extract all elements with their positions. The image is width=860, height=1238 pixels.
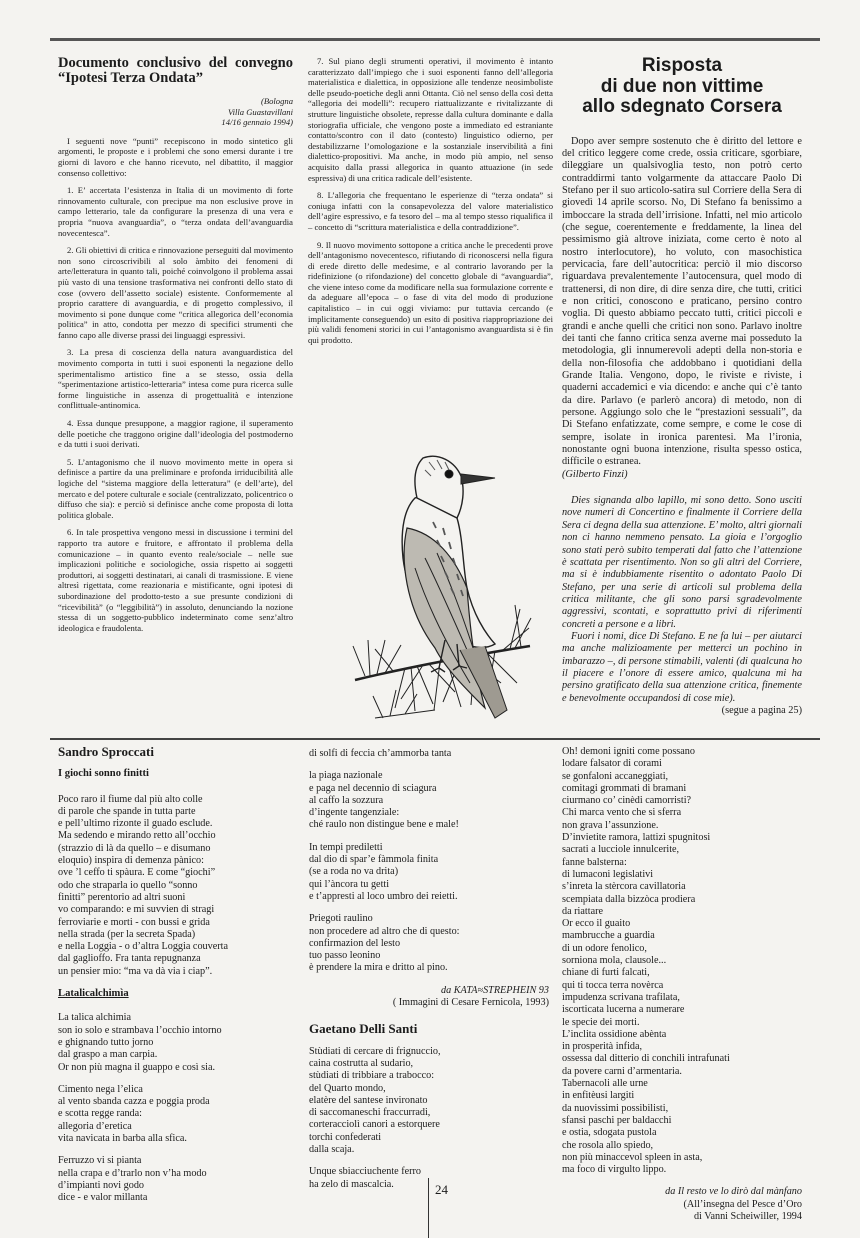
point-5: 5. L’antagonismo che il nuovo movimento mette in opera si definisce a partire da una preliminare e profonda irriducibilità alle logiche del “sistema maggiore della letteratura” (e dell’arte), del mercato e del potere culturale e sociale (centralizzato, policentrico o diffuso che sia): e perciò si definisce anche come proposta di lotta politica globale.: [58, 456, 293, 520]
poem-stanza: Oh! demoni igniti come possano lodare falsator di corami se gonfaloni accaneggiati, comitagi grommati di bramani ciurmano co’ cinèdi camorristi? Chi marca vento che si sferra non grava l’assunzione. D’invietite ramora, lattizi spugnitosi sacrati a lucciole innulcerite, fanne balsterna: di lumaconi legislativi s’inreta la stèrcora cavillatoria scempiata dalla bizzòca prodiera da riattare Or ecco il guaito mambrucche a guardia di un odore fenolico, sorniona mola, clausole... chiane di furti falcati, qui ti tocca terra novèrca impudenza scrivana trafilata, iscorticata lucerna a numerare le specie dei morti. L’inclita ossidione abènta in prosperità infida, ossessa dal ditterio di conchili intrafunati da povere carni d’armentaria. Tabernacoli alle urne in enfitèusi largiti da nuovissimi possibilisti, sfansi paschi per baldacchi e ostia, sdogata pustola che rosola allo spiedo, non più minaccevol spleen in asta, ma foco di virgulto lippo.: [562, 746, 730, 1176]
finzi-signature: (Gilberto Finzi): [562, 468, 628, 480]
conclusive-document-column: [58, 56, 293, 640]
poem-stanza: Priegoti raulino non procedere ad altro che di questo: confirmazion del lesto tuo passo leonino è prendere la mira e dritto al pino.: [309, 913, 460, 974]
poet-name: Sandro Sproccati: [58, 744, 154, 759]
point-9: 9. Il nuovo movimento sottopone a critica anche le precedenti prove dell’antagonismo novecentesco, rifiutando di riconoscersi nella figura di erede diretto delle medesime, e al contrario lavorando per la ridefinizione (o rifondazione) del concetto globale di “avanguardia”, che viene inteso come da modificare nella sua formulazione corrente e da adeguare all’epoca – o fase di vita del modo di produzione capitalistico – in cui oggi viviamo: pur tuttavia cercando (e implicitamente conseguendo) un esito di positiva riappropriazione dei più validi fenomeni storici in cui l’antagonismo avanguardista si è fin qui prodotto.: [308, 239, 553, 345]
poem-title: Latalicalchimìa: [58, 988, 129, 1000]
reply-article-title: Risposta di due non vittime allo sdegnato Corsera: [582, 55, 782, 117]
point-8: 8. L’allegoria che frequentano le esperienze di “terza ondata” si coniuga infatti con la consapevolezza del valore materialistico dell’agire espressivo, e fa tesoro del – ma al tempo stesso riqualifica il – concetto di “scrittura materialistica e della contraddizione”.: [308, 190, 553, 232]
point-7: 7. Sul piano degli strumenti operativi, il movimento è intanto caratterizzato dall’impiego che i suoi esponenti fanno dell’allegoria materialistica e dialettica, in opposizione alle tendenze neosimboliste delle pseudo-poetiche degli anni Ottanta. Ciò nel senso della così detta “allegoria dei modelli”: recupero riattualizzante e rivitalizzante di strutture linguistiche obsolete, represse dalla cultura dominante e dalla storiografia ufficiale, che vengono poste a immediato ed estraniante contatto/scontro con il dato (contesto) linguistico odierno, per destabilizzarne l’omologazione e la sostanziale inservibilità a fini dialettico-propositivi. Ma anche, in modo più ampio, nel senso acquisito dalla prassi allegorica in quanto attuazione (in sede espressiva) di una critica radicale dell’esistente.: [308, 56, 553, 183]
point-1: 1. E’ accertata l’esistenza in Italia di un movimento di forte rinnovamento culturale, con precipue ma non esclusive prove in campo letterario, tale da configurare la presenza di una vera e propria “nuova avanguardia”, o “terza ondata dell’avanguardia novecentesca”.: [58, 185, 293, 238]
sproccati-poems: [58, 746, 293, 1215]
dateline: (Bologna Villa Guastavillani 14/16 gennaio 1994): [221, 96, 293, 128]
point-6: 6. In tale prospettiva vengono messi in discussione i termini del rapporto tra autore e fruitore, e affrontato il problema della comunicazione – in quanto evento reale/sociale – nelle sue implicazioni politiche e sociologiche, ossia rispetto ai soggetti produttori, ai soggetti destinatari, ai canali di trasmissione. E viene altresì rigettata, come reazionaria e mistificante, ogni ipotesi di subordinazione del prodotto-testo a sue presunte condizioni di “ricevibilità” (o “leggibilità”) in assoluto, denunciando la nozione stessa di un soggetto-pubblico indeterminato come senz’altro ideologica e fraudolenta.: [58, 527, 293, 633]
poems-right-column: [562, 746, 802, 1223]
point-4: 4. Essa dunque presuppone, a maggior ragione, il superamento delle poetiche che traggono origine dall’ideologia del postmoderno e da tutti i suoi derivati.: [58, 418, 293, 450]
continued-note: (segue a pagina 25): [721, 704, 802, 716]
point-2: 2. Gli obiettivi di critica e rinnovazione perseguiti dal movimento non sono circoscrivibili al solo àmbito dei fenomeni di arte/letteratura in quanto tali, poiché coinvolgono il problema assai più vasto di una tensione trasformativa nei confronti dello stato di cose (ovvero dell’assetto sociale) esistente. Conformemente al proprio carattere di avanguardia, e di progetto complessivo, il movimento si pone dunque come “critica allegorica dell’economia politica” in atto, condotta per mezzo di specifici strumenti che fanno capo alle diverse prassi dei linguaggi espressivi.: [58, 245, 293, 340]
document-title: Documento conclusivo del convegno “Ipotesi Terza Ondata”: [58, 55, 293, 86]
poem-stanza: di solfi di feccia ch’ammorba tanta: [309, 748, 452, 759]
top-rule: [50, 38, 820, 41]
poem-stanza: La talica alchimia son io solo e strambava l’occhio intorno e ghignando tutto jorno dal graspo a man carpia. Or non più magna il guappo e così sia.: [58, 1012, 222, 1073]
reply-article-column: [562, 56, 802, 717]
poem-credit: da KATA≈STREPHEIN 93 ( Immagini di Cesare Fernicola, 1993): [392, 984, 549, 1009]
points-continued-column: [308, 56, 553, 352]
poem-stanza: Stùdiati di cercare di frignuccio, caina costrutta al sudario, stùdiati di tribbiare a trabocco: del Quarto mondo, elatère del santese invironato di saccomaneschi fraccurradi, corteracciolì canori a estorquere torchi confederati dalla scaja.: [309, 1045, 441, 1156]
poems-middle-column: [309, 748, 549, 1201]
reply-paragraph-1: Dies signanda albo lapillo, mi sono detto. Sono usciti nove numeri di Concertino e finalmente il Corriere della Sera ci degna della sua attenzione. E’ molto, altri giornali non ci hanno nemmeno pensato. La gioia e l’orgoglio sono stati però subito temperati dal fatto che l’attenzione è scattata per risentimento. Non so gli altri del Corriere, ma si è indubbiamente risentito o adontato Paolo Di Stefano, per una serie di articoli sul problema della critica militante, che gli sono parsi sgradevolmente aggressivi, scontati, e soprattutto privi di riferimenti concreti a persone e a libri.: [562, 495, 802, 630]
poem-stanza: Unque sbiacciuchente ferro ha zelo di mascalcia.: [309, 1166, 422, 1190]
point-3: 3. La presa di coscienza della natura avanguardistica del movimento comporta in tutti i suoi esponenti la negazione dello sperimentalismo artistico fine a se stesso, ossia della “sperimentazione artistico-letteraria” intesa come pura ricerca sulle forme linguistiche in assenza di progettualità e intenzione conflittuale-antinomica.: [58, 347, 293, 411]
finzi-body: Dopo aver sempre sostenuto che è diritto del lettore e del critico leggere come crede, ossia criticare, sgorbiare, dileggiare un qualsivoglia testo, non potrò certo contraddirmi tanto volgarmente da attaccare Paolo Di Stefano per il suo articolo-satira sul Corriere della Sera di giovedì 14 aprile scorso. No, Di Stefano fa benissimo a imboccare la strada dell’irrisione. Infatti, nel mio articolo (che segue, coerentemente e freddamente, la linea del pessimismo già altrove iniziata, come certo è noto al nostro interlocutore), ho voluto, con masochistica pervicacia, fare dell’autocritica: perciò il mio discorso riguardava prevalentemente l’autocensura, quel modo di trattenersi, di non dire, di dire senza dire, che tutti, critici e non critici, conoscono e praticano, persino contro voglia. Di questo abbiamo peccato tutti, critici piccoli e grandi e anche quelli che critici non sono. Parlavo inoltre dei tanti che fanno critica senza averne mai posseduto la metodologia, gli innumerevoli adepti della non-storia e della non-filosofia che addobbano i quotidiani della Grande Italia. Vengono, dopo, le riviste e riviste, i quaderni accademici e via dicendo: e anche qui c’è tanto da dire. Parlavo (e parlerò ancora) di metodo, non di persone. Aggiungo solo che le “prestazioni sessuali”, da Di Stefano enfatizzate, come sempre, e come le cose di sempre, isolate in ironica parentesi. Ma l’ironia, nonostante ogni buona intenzione, risulta spesso ostica, difficile o estranea.: [562, 135, 802, 468]
reply-paragraph-2: Fuori i nomi, dice Di Stefano. E ne fa lui – per aiutarci ma anche malizioamente per metterci un pochino in imbarazzo –, di persone stimabili, valenti (di qualcuna ho il piacere e l’onore di essere amico, qualcuna mi ha persino gratificato della sua attenzione critica, finemente e benevolmente occupandosi di cose mie).: [562, 630, 802, 704]
poem-stanza: Ferruzzo vi si pianta nella crapa e d’trarlo non v’ha modo d’impianti novi godo dice - e valor millanta: [58, 1155, 207, 1204]
poem-title: I giochi sonno finitti: [58, 768, 149, 780]
poem-stanza: Cimento nega l’elica al vento sbanda cazza e poggia proda e scotta regge randa: allegoria d’eretica vita navicata in barba alla sfica.: [58, 1083, 210, 1145]
poem-stanza: la piaga nazionale e paga nel decennio di sciagura al caffo la sozzura d’ingente tangenziale: ché raulo non distingue bene e male!: [309, 770, 459, 831]
section-divider: [50, 738, 820, 740]
poem-stanza: In tempi prediletti dal dio di spar’e fàmmola finita (se a roda no va drita) qui l’àncora tu getti e t’appresti al loco umbro dei reietti.: [309, 841, 458, 902]
bird-on-pine-branch-icon: [345, 418, 535, 736]
intro-paragraph: I seguenti nove “punti” recepiscono in modo sintetico gli argomenti, le proposte e i problemi che sono emersi durante i tre giorni di lavoro e che hanno ricevuto, nel dibattito, il maggior consenso collettivo:: [58, 135, 293, 178]
page-number: 24: [428, 1178, 489, 1238]
poet-name: Gaetano Delli Santi: [309, 1021, 418, 1037]
poem-credit: da Il resto ve lo dirò dal mànfano (All’insegna del Pesce d’Oro di Vanni Scheiwiller, 1994: [665, 1186, 802, 1222]
poem-stanza: Poco raro il fiume dal più alto colle di parole che spande in tutta parte e pell’ultimo rizonte il guado esclude. Ma sedendo e mirando retto all’occhio (strazzio di là da quello – e disumano eloquio) inspira di demenza pànico: ove ’l ceffo ti spàura. E come “giochi” odo che straparla io quello “sonno finitti” perentorio ad altri suoni vo comparando: e mi suvvien di stragi ferroviarie e morti - con bussi e grida nella strada (per la secreta Spada) e nella Loggia - o d’altra Loggia couverta dal gaglioffo. Fra tanta repugnanza un pensier mio: “ma va dà via i ciap”.: [58, 793, 228, 977]
